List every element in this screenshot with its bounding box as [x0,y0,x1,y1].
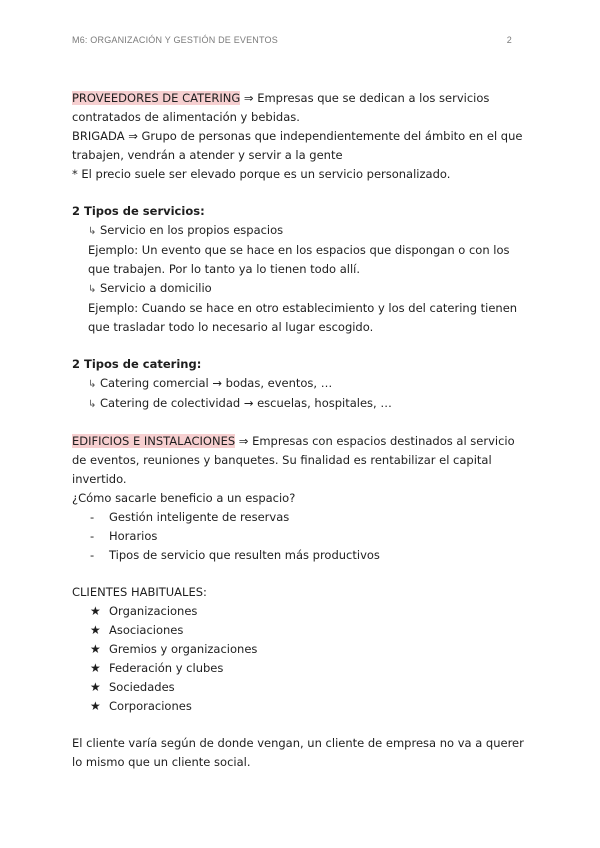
page-number: 2 [506,35,512,45]
servicios-item-1 [72,221,532,241]
page-header [72,35,512,45]
tipos-catering-item-1 [72,374,532,394]
servicios-item-1-text: Servicio en los propios espacios [100,223,284,237]
list-item [72,602,532,621]
star-icon: ★ [90,699,101,713]
sub-arrow-icon: ↳ [88,226,97,237]
catering-def: ⇒ Empresas que se dedican a los servicios contratados de alimentación y bebidas. [72,91,490,124]
brigada-term: BRIGADA [72,129,125,143]
star-icon: ★ [90,680,101,694]
star-icon: ★ [90,642,101,656]
sub-arrow-icon: ↳ [88,399,97,410]
price-note: * El precio suele ser elevado porque es un servicio personalizado. [72,167,451,181]
list-item-text: Gestión inteligente de reservas [109,510,290,524]
star-icon: ★ [90,604,101,618]
servicios-example-1: Ejemplo: Un evento que se hace en los espacios que dispongan o con los que trabajen. Por lo tanto ya lo tienen todo allí. [88,243,510,276]
servicios-heading: 2 Tipos de servicios: [72,204,205,218]
edificios-def: ⇒ Empresas con espacios destinados al servicio de eventos, reuniones y banquetes. Su finalidad es rentabilizar el capital invertido. [72,434,515,486]
list-item-text: Sociedades [109,680,175,694]
star-icon: ★ [90,623,101,637]
brigada-definition [72,127,532,165]
catering-term: PROVEEDORES DE CATERING [72,91,241,105]
list-item [72,621,532,640]
sub-arrow-icon: ↳ [88,284,97,295]
list-item-text: Corporaciones [109,699,192,713]
list-item-text: Federación y clubes [109,661,224,675]
servicios-example-2: Ejemplo: Cuando se hace en otro establecimiento y los del catering tienen que trasladar todo lo necesario al lugar escogido. [88,301,518,334]
list-item [72,640,532,659]
star-icon: ★ [90,661,101,675]
brigada-def: ⇒ Grupo de personas que independientemente del ámbito en el que trabajen, vendrán a atender y servir a la gente [72,129,523,162]
document-body [72,89,532,772]
dash-bullet: - [90,529,95,543]
header-title: M6: ORGANIZACIÓN Y GESTIÓN DE EVENTOS [72,35,278,45]
servicios-item-2-text: Servicio a domicilio [100,281,212,295]
edificios-term: EDIFICIOS E INSTALACIONES [72,434,236,448]
list-item [72,659,532,678]
tipos-catering-item-2-text: Catering de colectividad → escuelas, hospitales, … [100,396,392,410]
edificios-question: ¿Cómo sacarle beneficio a un espacio? [72,491,296,505]
clientes-heading: CLIENTES HABITUALES: [72,585,207,599]
list-item-text: Horarios [109,529,158,543]
tipos-catering-heading: 2 Tipos de catering: [72,357,202,371]
servicios-item-2 [72,279,532,299]
sub-arrow-icon: ↳ [88,379,97,390]
list-item [72,678,532,697]
list-item-text: Gremios y organizaciones [109,642,258,656]
list-item [72,546,532,565]
list-item-text: Tipos de servicio que resulten más productivos [109,548,380,562]
catering-definition [72,89,532,127]
list-item [72,508,532,527]
dash-bullet: - [90,548,95,562]
list-item [72,527,532,546]
tipos-catering-item-2 [72,394,532,414]
list-item [72,697,532,716]
list-item-text: Asociaciones [109,623,184,637]
tipos-catering-item-1-text: Catering comercial → bodas, eventos, … [100,376,333,390]
closing-paragraph: El cliente varía según de donde vengan, un cliente de empresa no va a querer lo mismo que un cliente social. [72,736,524,769]
list-item-text: Organizaciones [109,604,198,618]
edificios-definition [72,432,532,489]
dash-bullet: - [90,510,95,524]
